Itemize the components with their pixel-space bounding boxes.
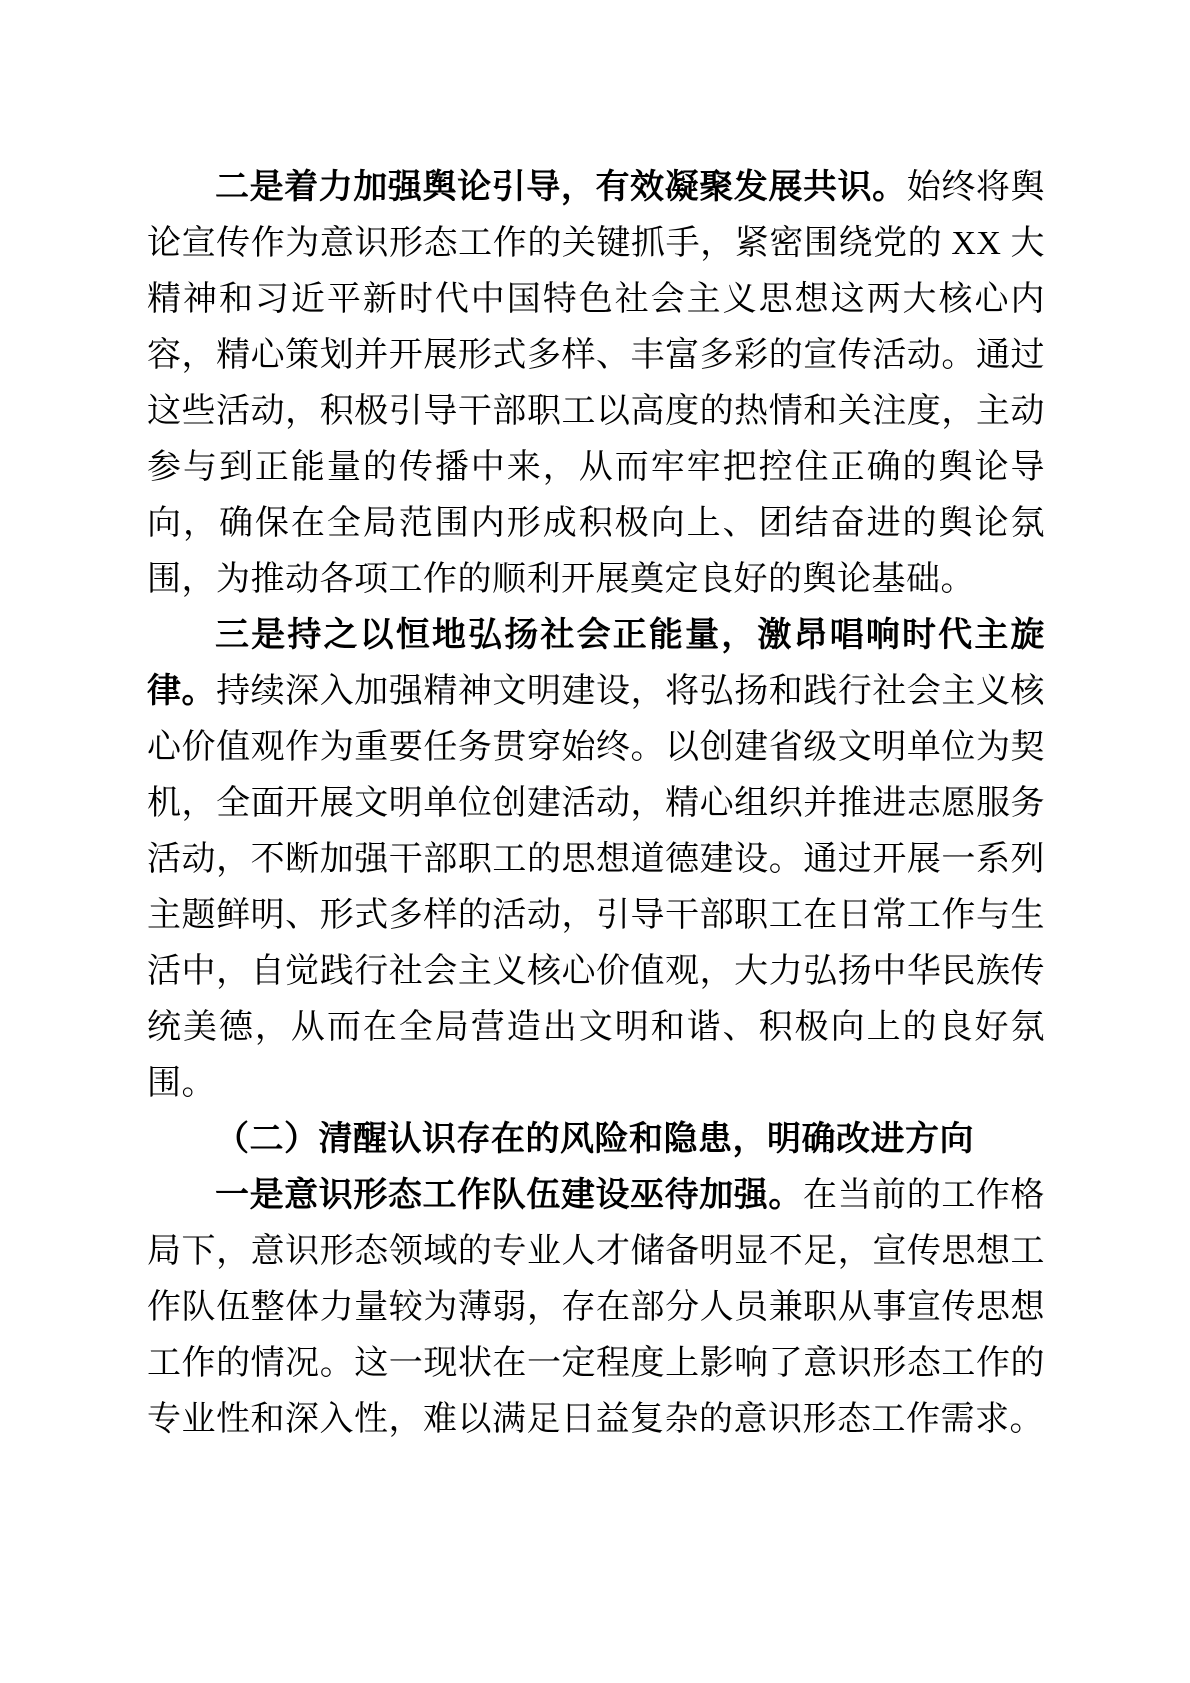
paragraph-body-text: 持续深入加强精神文明建设，将弘扬和践行社会主义核心价值观作为重要任务贯穿始终。以创建省级文明单位为契机，全面开展文明单位创建活动，精心组织并推进志愿服务活动，不断加强干部职工的思想道德建设。通过开展一系列主题鲜明、形式多样的活动，引导干部职工在日常工作与生活中，自觉践行社会主义核心价值观，大力弘扬中华民族传统美德，从而在全局营造出文明和谐、积极向上的良好氛围。 xyxy=(147,673,1046,1102)
document-body xyxy=(147,160,1045,1448)
paragraph-lead-sentence: 二是着力加强舆论引导，有效凝聚发展共识。 xyxy=(215,169,907,206)
paragraph-body-text: 在当前的工作格局下，意识形态领域的专业人才储备明显不足，宣传思想工作队伍整体力量较为薄弱，存在部分人员兼职从事宣传思想工作的情况。这一现状在一定程度上影响了意识形态工作的专业性和深入性，难以满足日益复杂的意识形态工作需求。 xyxy=(147,1177,1046,1438)
paragraph-lead-sentence: 一是意识形态工作队伍建设巫待加强。 xyxy=(215,1177,803,1214)
paragraph-body-text: 始终将舆论宣传作为意识形态工作的关键抓手，紧密围绕党的 XX 大精神和习近平新时代中国特色社会主义思想这两大核心内容，精心策划并开展形式多样、丰富多彩的宣传活动。通过这些活动，积极引导干部职工以高度的热情和关注度，主动参与到正能量的传播中来，从而牢牢把控住正确的舆论导向，确保在全局范围内形成积极向上、团结奋进的舆论氛围，为推动各项工作的顺利开展奠定良好的舆论基础。 xyxy=(147,169,1046,598)
section-heading: （二）清醒认识存在的风险和隐患，明确改进方向 xyxy=(215,1121,974,1158)
paragraph-lead-sentence: 三是持之以恒地弘扬社会正能量，激昂唱响时代主旋律。 xyxy=(147,617,1045,710)
paragraph-second-point xyxy=(147,160,1045,608)
paragraph-third-point xyxy=(147,608,1045,1112)
paragraph-first-risk-point xyxy=(147,1168,1045,1448)
